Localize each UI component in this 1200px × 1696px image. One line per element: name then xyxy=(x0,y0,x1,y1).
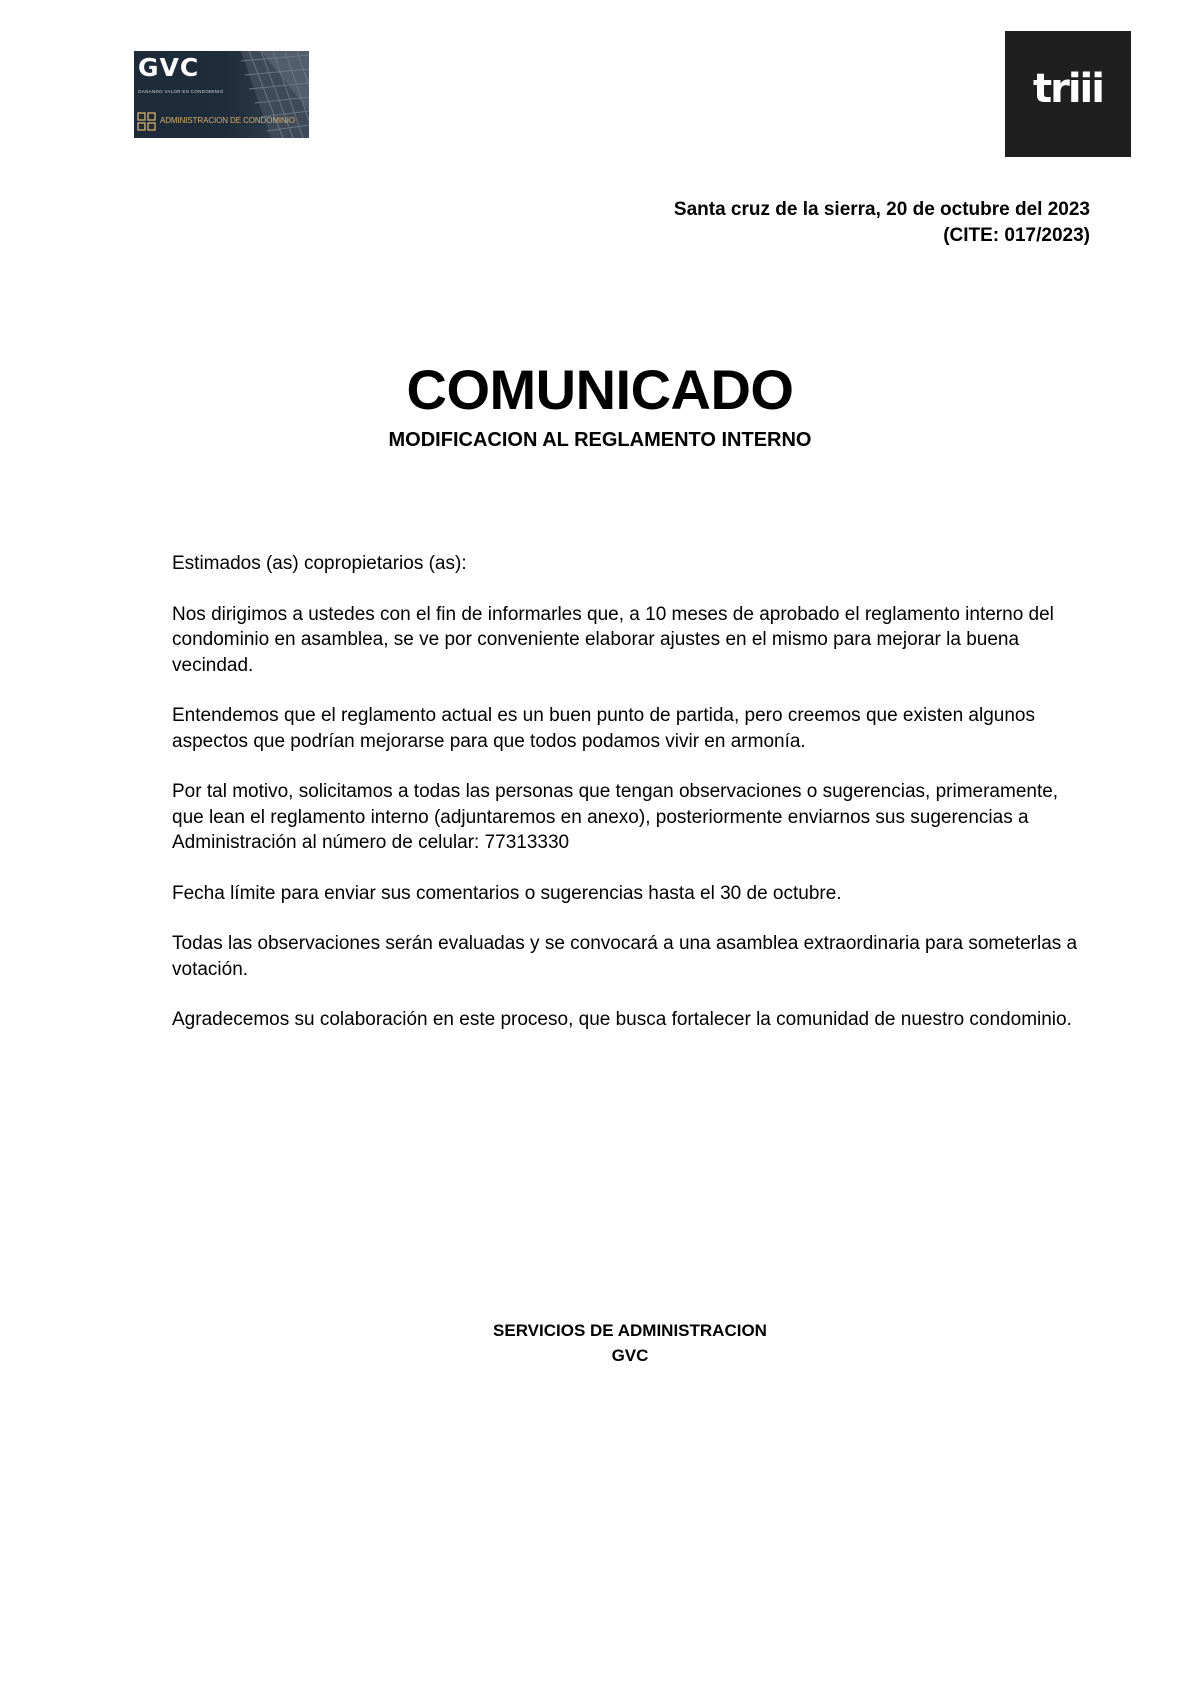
document-title: COMUNICADO xyxy=(406,358,794,421)
signature-line-1: SERVICIOS DE ADMINISTRACION xyxy=(493,1321,767,1340)
paragraph-request: Por tal motivo, solicitamos a todas las personas que tengan observaciones o sugerencias, primeramente, que lean el reglamento interno (adjuntaremos en anexo), posteriormente enviarnos sus sugerencias a Administración al número de celular: 77313330 xyxy=(172,781,1059,853)
gvc-logo-admin-label: ADMINISTRACION DE CONDOMINIO xyxy=(160,116,295,125)
greeting: Estimados (as) copropietarios (as): xyxy=(172,553,467,574)
date-line: Santa cruz de la sierra, 20 de octubre del 2023 xyxy=(673,199,1090,220)
paragraph-intro: Nos dirigimos a ustedes con el fin de informarles que, a 10 meses de aprobado el reglamento interno del condominio en asamblea, se ve por conveniente elaborar ajustes en el mismo para mejorar la buena vecindad. xyxy=(172,603,1054,676)
signature-block xyxy=(0,1318,1200,1368)
paragraph-deadline: Fecha límite para enviar sus comentarios o sugerencias hasta el 30 de octubre. xyxy=(172,882,842,904)
gvc-logo-tagline: GANANDO VALOR EN CONDOMINIO xyxy=(138,89,224,94)
paragraph-evaluation: Todas las observaciones serán evaluadas y se convocará a una asamblea extraordinaria para someterlas a votación. xyxy=(172,933,1078,980)
paragraph-thanks: Agradecemos su colaboración en este proceso, que busca fortalecer la comunidad de nuestro condominio. xyxy=(172,1009,1072,1030)
grid-squares-icon xyxy=(137,112,157,132)
triii-logo-text: triii xyxy=(1033,66,1103,112)
gvc-logo xyxy=(134,51,309,138)
gvc-logo-mark: GVC xyxy=(138,53,200,82)
triii-logo xyxy=(1005,31,1131,157)
document-subtitle: MODIFICACION AL REGLAMENTO INTERNO xyxy=(388,429,812,451)
document-body xyxy=(172,551,1092,1058)
signature-line-2: GVC xyxy=(611,1346,649,1365)
paragraph-current-rules: Entendemos que el reglamento actual es un buen punto de partida, pero creemos que existen algunos aspectos que podrían mejorarse para que todos podamos vivir en armonía. xyxy=(172,705,1035,752)
cite-line: (CITE: 017/2023) xyxy=(943,225,1090,246)
date-block xyxy=(674,197,1090,249)
